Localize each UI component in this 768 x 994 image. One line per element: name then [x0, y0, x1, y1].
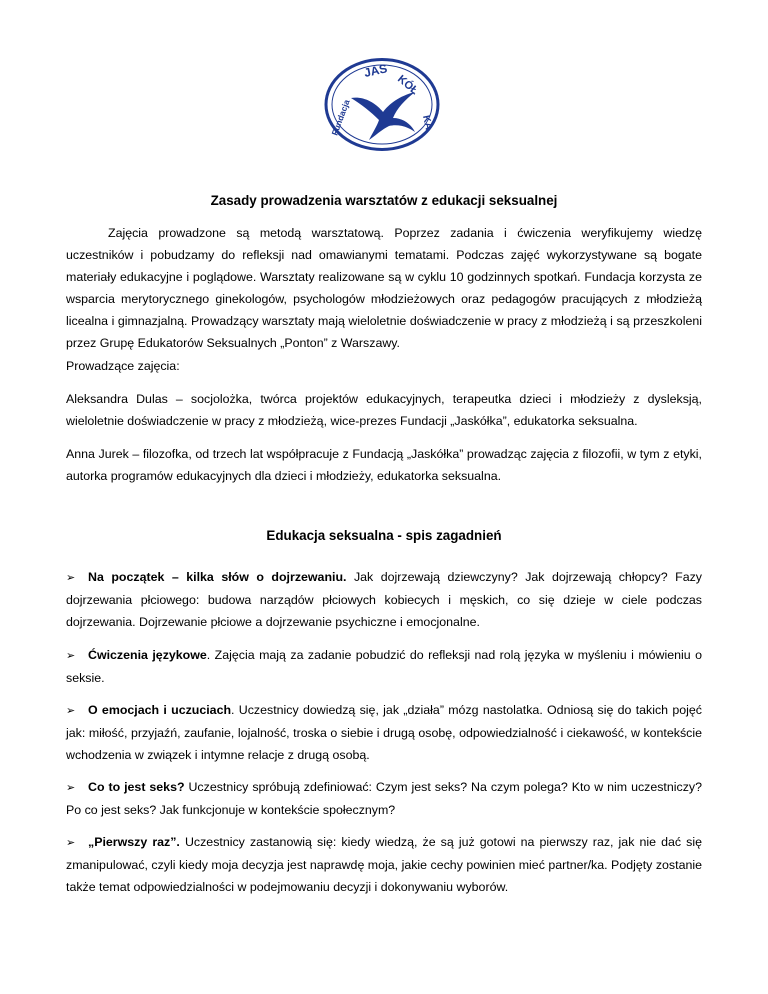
- intro-paragraph: Zajęcia prowadzone są metodą warsztatową. Poprzez zadania i ćwiczenia weryfikujemy wiedzę uczestników i pobudzamy do refleksji nad omawianymi tematami. Podczas zajęć wykorzystywane są bogate materiały edukacyjne i poglądowe. Warsztaty realizowane są w cyklu 10 godzinnych spotkań. Fundacja korzysta ze wsparcia merytorycznego ginekologów, psychologów młodzieżowych oraz pedagogów pracujących z młodzieżą licealna i gimnazjalną. Prowadzący warsztaty mają wieloletnie doświadczenie w pracy z młodzieżą i są przeszkoleni przez Grupę Edukatorów Seksualnych „Ponton” z Warszawy.: [66, 226, 702, 350]
- swallow-bird-icon: [323, 56, 441, 153]
- topic-text: Uczestnicy spróbują zdefiniować: Czym jest seks? Na czym polega? Kto w nim uczestniczy? Po co jest seks? Jak funkcjonuje w kontekście społecznym?: [66, 780, 702, 817]
- leaders-label: Prowadzące zajęcia:: [66, 359, 180, 373]
- topic-item: [66, 644, 702, 689]
- leader-dulas: Aleksandra Dulas – socjolożka, twórca projektów edukacyjnych, terapeutka dzieci i młodzieży z dysleksją, wieloletnie doświadczenie w pracy z młodzieżą, wice-prezes Fundacji „Jaskółka”, edukatorka seksualna.: [66, 392, 702, 428]
- topic-item: [66, 566, 702, 633]
- arrow-bullet-icon: ➢: [66, 705, 76, 717]
- topic-item: [66, 776, 702, 821]
- svg-text:Fundacja: Fundacja: [329, 98, 352, 137]
- topic-item: [66, 831, 702, 898]
- arrow-bullet-icon: ➢: [66, 782, 76, 794]
- section-title: Edukacja seksualna - spis zagadnień: [266, 528, 502, 543]
- arrow-bullet-icon: ➢: [66, 650, 76, 662]
- topic-item: [66, 699, 702, 766]
- svg-text:JAS: JAS: [362, 61, 389, 80]
- arrow-bullet-icon: ➢: [66, 572, 76, 584]
- main-title: Zasady prowadzenia warsztatów z edukacji seksualnej: [210, 193, 558, 208]
- arrow-bullet-icon: ➢: [66, 837, 76, 849]
- leader-jurek: Anna Jurek – filozofka, od trzech lat współpracuje z Fundacją „Jaskółka” prowadząc zajęcia z filozofii, w tym z etyki, autorka programów edukacyjnych dla dzieci i młodzieży, edukatorka seksualna.: [66, 447, 702, 483]
- topic-heading: „Pierwszy raz”.: [88, 835, 180, 849]
- topic-text: . Zajęcia mają za zadanie pobudzić do refleksji nad rolą języka w myśleniu i mówieniu o seksie.: [66, 648, 703, 685]
- topic-text: Uczestnicy zastanowią się: kiedy wiedzą, że są już gotowi na pierwszy raz, jak nie dać się zmanipulować, czyli kiedy moja decyzja jest naprawdę moja, jakie cechy powinien mieć partner/ka. Podjęty zostanie także temat odpowiedzialności w podejmowaniu decyzji i dokonywaniu wyborów.: [66, 835, 702, 894]
- topic-heading: Co to jest seks?: [88, 780, 185, 794]
- foundation-logo: [323, 56, 441, 153]
- topic-text: . Uczestnicy dowiedzą się, jak „działa” mózg nastolatka. Odniosą się do takich pojęć jak: miłość, przyjaźń, zaufanie, lojalność, troska o siebie i drugą osobę, odpowiedzialność i ciekawość, w kontekście wchodzenia w związek i intymne relacje z drugą osobą.: [66, 703, 702, 762]
- svg-text:KA: KA: [420, 114, 434, 131]
- topic-heading: Ćwiczenia językowe: [88, 648, 207, 662]
- topic-text: Jak dojrzewają dziewczyny? Jak dojrzewają chłopcy? Fazy dojrzewania płciowego: budowa narządów płciowych kobiecych i męskich, co się dzieje w ciele podczas dojrzewania. Dojrzewanie płciowe a dojrzewanie psychiczne i emocjonalne.: [66, 570, 702, 629]
- svg-text:KÓŁ: KÓŁ: [395, 73, 421, 98]
- topic-heading: Na początek – kilka słów o dojrzewaniu.: [88, 570, 347, 584]
- topic-heading: O emocjach i uczuciach: [88, 703, 232, 717]
